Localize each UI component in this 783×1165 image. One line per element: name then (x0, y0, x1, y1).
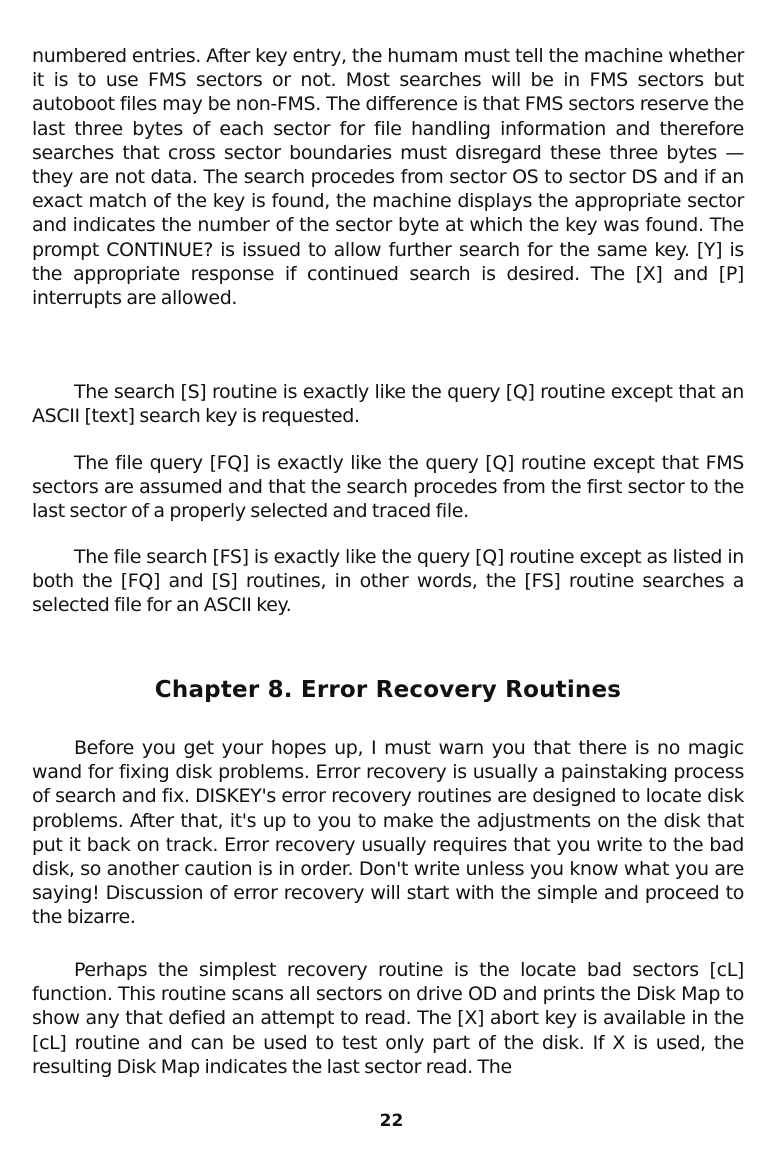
page-number: 22 (379, 1111, 404, 1131)
chapter-heading: Chapter 8. Error Recovery Routines (154, 677, 622, 703)
paragraph-file-query: The file query [FQ] is exactly like the query [Q] routine except that FMS sectors are assumed and that the search procedes from the first sector to the last sector of a properly selected and traced file. (32, 452, 744, 523)
paragraph-file-search: The file search [FS] is exactly like the query [Q] routine except as listed in both the [FQ] and [S] routines, in other words, the [FS] routine searches a selected file for an ASCII key. (32, 546, 744, 617)
paragraph-error-recovery-intro: Before you get your hopes up, I must warn you that there is no magic wand for fixing disk problems. Error recovery is usually a painstaking process of search and fix. DISKEY's error recovery routines are designed to locate disk problems. After that, it's up to you to make the adjustments on the disk that put it back on track. Error recovery usually requires that you write to the bad disk, so another caution is in order. Don't write unless you know what you are saying! Discussion of error recovery will start with the simple and proceed to the bizarre. (32, 737, 744, 929)
paragraph-search-routine: The search [S] routine is exactly like the query [Q] routine except that an ASCII [text] search key is requested. (32, 381, 744, 428)
paragraph-search-continuation: numbered entries. After key entry, the humam must tell the machine whether it is to use FMS sectors or not. Most searches will be in FMS sectors but autoboot files may be non-FMS. The difference is that FMS sectors reserve the last three bytes of each sector for file handling information and therefore searches that cross sector boundaries must disregard these three bytes — they are not data. The search procedes from sector OS to sector DS and if an exact match of the key is found, the machine displays the appropriate sector and indicates the number of the sector byte at which the key was found. The prompt CONTINUE? is issued to allow further search for the same key. [Y] is the appropriate response if continued search is desired. The [X] and [P] interrupts are allowed. (32, 45, 744, 310)
paragraph-locate-bad-sectors: Perhaps the simplest recovery routine is the locate bad sectors [cL] function. This routine scans all sectors on drive OD and prints the Disk Map to show any that defied an attempt to read. The [X] abort key is available in the [cL] routine and can be used to test only part of the disk. If X is used, the resulting Disk Map indicates the last sector read. The (32, 959, 744, 1078)
